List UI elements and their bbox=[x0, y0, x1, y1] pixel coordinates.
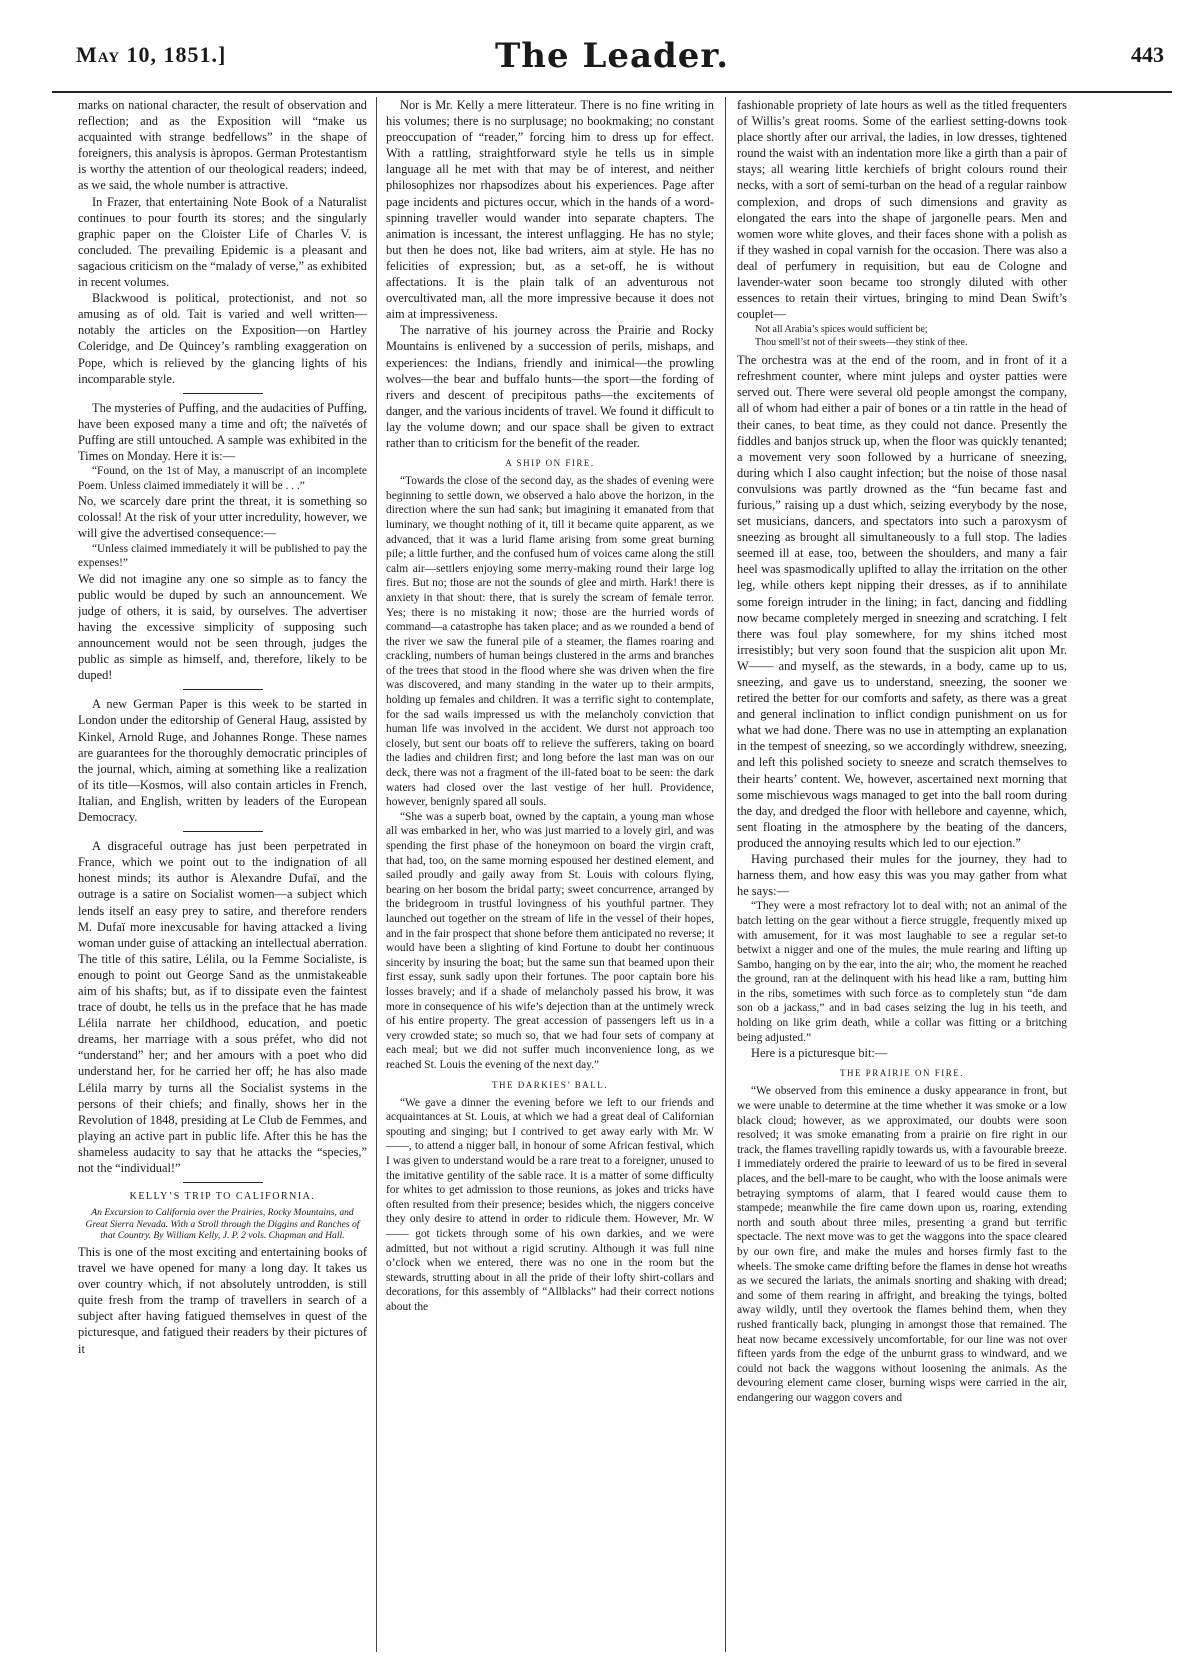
column-divider-2 bbox=[725, 97, 726, 1652]
paragraph: We did not imagine any one so simple as to fancy the public would be duped by such an announcement. We judge of others, it is said, by ourselves. The advertiser having the excessive simplicity of supposing such announcement would not be seen through, judges the public as simple as himself, and, therefore, likely to be duped! bbox=[78, 571, 367, 683]
quotation: “Towards the close of the second day, as the shades of evening were beginning to settle down, we observed a halo above the horizon, in the direction where the sun had sank; but imagining it emanated from that luminary, we thought nothing of it, till it became quite apparent, as we advanced, that it was a lurid flame arising from some great burning pile; a little further, and the confused hum of voices came along the still calm air—settlers enjoying some merry-making round their large log fires. But no; those are not the sounds of glee and mirth. Hark! there is anxiety in that shout: there, that is surely the scream of female terror. Yes; there is no mistaking it now; those are the hurried words of command—a catastrophe has taken place; and as we rounded a bend of the river we saw the funeral pile of a steamer, the flames roaring and crackling, numbers of human beings clustered in the arms and branches of the trees that stood in the flood where she was driven when the fire was discovered, and many standing in the water up to their armpits, holding up females and children. It was a terrific sight to contemplate, for the sad wails impressed us with the melancholy conviction that human life was involved in the accident. We durst not approach too closely, but sent our boats off to relieve the sufferers, taking on board the ladies and children first; and long before the last man was on our deck, there was not a fragment of the ill-fated boat to be seen: the dark waters had closed over the last vestige of her hull. Providence, however, benignly spared all souls. bbox=[386, 475, 714, 809]
verse-line: Thou smell’st not of their sweets—they stink of thee. bbox=[755, 336, 968, 348]
paragraph: The orchestra was at the end of the room, and in front of it a refreshment counter, where mint juleps and oyster patties were served out. There were several old people amongst the company, all of whom had either a pair of bones or a tin rattle in the head of their canes, to beat time, as they could not dance. Presently the fiddles and banjos struck up, when the floor was quickly tenanted; a movement very soon followed by a hurricane of sneezing, during which I also caught infection; but the noise of those nasal convulsions was partly drowned as the “fun became fast and furious,” raising up a dust which, seizing everybody by the nose, set musicians, dancers, and spectators into such a paroxysm of sneezing as brought all simultaneously to a full stop. The ladies seemed ill at ease, too, between the shoulders, and many a fair heel was spasmodically uplifted to allay the irritation on the other leg, while others kept nipping their dresses, as if to annihilate some foreign intruder in the lining; in fact, dancing and fiddling now became completely merged in sneezing and scratching. I felt there was foul play somewhere, for my shins itched most irresistibly; but very soon found that the suspicion alit upon Mr. W—— and myself, as the stewards, in a body, came up to us, sneezing, and gave us to understand, sneezing, the sooner we retired the better for our comforts and safety, as there was a great and general inclination to inflict condign punishment on us for what we had done. There was no use in attempting an explanation in the tempest of sneezing, so we accordingly withdrew, sneezing, and left this polished society to sneeze and scratch themselves to their hearts’ content. We, however, ascertained next morning that some mischievous wags managed to get into the ball room during the day, and dredged the floor with hellebore and cayenne, which, sent floating in the atmosphere by the beating of the dancers, produced the annoying results which led to our ejection.” bbox=[737, 353, 1067, 850]
newspaper-title: The Leader. bbox=[494, 36, 730, 76]
paragraph: No, we scarcely dare print the threat, it is something so colossal! At the risk of your utter incredulity, however, we will give the advertised consequence:— bbox=[78, 494, 367, 541]
page-number: 443 bbox=[1131, 42, 1164, 67]
paragraph: This is one of the most exciting and entertaining books of travel we have opened for many a long day. It takes us over country which, if not absolutely untrodden, is still quite fresh from the tramp of travellers in search of a subject after having fatigued themselves in quest of the picturesque, and fatigued their readers by their pictures of it bbox=[78, 1244, 367, 1356]
paragraph: Having purchased their mules for the journey, they had to harness them, and how easy this was you may gather from what he says:— bbox=[737, 852, 1067, 899]
quotation: “We observed from this eminence a dusky appearance in front, but we were unable to determine at the time whether it was smoke or a low black cloud; however, as we approximated, our doubts were soon resolved; it was smoke emanating from a prairie on fire right in our track, the flames travelling rapidly towards us, with a favourable breeze. I immediately ordered the prairie to leeward of us to be fired in several places, and the bell-mare to be caught, who with the loose animals were betraying symptoms of alarm, that I feared would cause them to stampede; meanwhile the fire came down upon us, roaring, extending north and south about three miles, presenting a grand but terrific spectacle. The next move was to get the waggons into the space cleared by our own fire, and make the mules and horses firmly fast to the wheels. The smoke came drifting before the flames in dense hot wreaths as we secured the lariats, the animals snorting and shaking with dread; and some of them rearing in affright, and breaking the tyings, bolted away wildly, until they overtook the flames behind them, when they rushed frantically back, plunging in amongst those that remained. The heat now became excessively uncomfortable, for our line was not over fifteen yards from the edge of the unburnt grass to windward, and we could not back the waggons without loosening the animals. As the devouring element came closer, burning wisps were carried in the air, endangering our waggon covers and bbox=[737, 1085, 1067, 1404]
paragraph: fashionable propriety of late hours as well as the titled frequenters of Willis’s great rooms. Some of the earliest setting-downs took place shortly after our arrival, the ladies, in low dresses, tightened round the waist with an indentation more like a girth than a pair of stays; all wearing little kerchiefs of bright colours round their necks, with a sort of semi-turban on the head of a regular rainbow complexion, and drops of such dimensions and gravity as elongated the ears into the shape of jargonelle pears. Men and women wore white gloves, and their faces shone with a polish as if they washed in copal varnish for the occasion. There was also a deal of perfumery in requisition, but eau de Cologne and lavender-water soon became too strongly diluted with other essences to retain their virtues, bringing to mind Dean Swift’s couplet— bbox=[737, 98, 1067, 322]
paragraph: The mysteries of Puffing, and the audacities of Puffing, have been exposed many a time and oft; the naïvetés of Puffing are still untouched. A sample was exhibited in the Times on Monday. Here it is:— bbox=[78, 400, 367, 463]
review-heading: KELLY’S TRIP TO CALIFORNIA. bbox=[129, 1191, 316, 1203]
paragraph: A new German Paper is this week to be started in London under the editorship of General Haug, assisted by Kinkel, Arnold Ruge, and Johannes Ronge. These names are guarantees for the thoroughly democratic principles of the journal, which, aiming at something like a realization of its title—Kosmos, will also contain articles in French, Italian, and English, written by leaders of the European Democracy. bbox=[78, 697, 367, 825]
issue-date: May 10, 1851.] bbox=[76, 42, 227, 67]
column-3 bbox=[737, 97, 1067, 1652]
section-separator bbox=[183, 831, 263, 832]
paragraph: A disgraceful outrage has just been perpetrated in France, which we point out to the indignation of all honest minds; its author is Alexandre Dufaï, and the outrage is a satire on Socialist women—a subject which lends itself an easy prey to satire, and therefore renders M. Dufaï more inexcusable for having attacked a living woman under guise of attacking an intellectual aberration. The title of this satire, Lélila, ou la Femme Socialiste, is enough to point out George Sand as the unmistakeable aim of his shafts; but, as if to dissipate even the faintest trace of doubt, he tells us in the preface that he has made Lélila narrate her childhood, education, and poetic dreams, her marriage with a sous préfet, who did not “understand” her; and her amours with a poet who did understand her, for he carried her off; he has also made Lélila marry by turns all the Socialist systems in the persons of their chiefs; and finally, shows her in the Revolution of 1848, presiding at Le Club de Femmes, and playing an active part in public life. After this he has the shameless audacity to say that he attacks the “species,” not the “individual!” bbox=[78, 839, 367, 1175]
section-separator bbox=[183, 689, 263, 690]
verse-line: Not all Arabia’s spices would sufficient be; bbox=[755, 324, 928, 336]
paragraph: The narrative of his journey across the Prairie and Rocky Mountains is enlivened by a succession of perils, mishaps, and experiences: the Indians, friendly and inimical—the prowling wolves—the bear and buffalo hunts—the sport—the fording of rivers and descent of precipitous paths—the excitements of danger, and the various incidents of travel. We found it difficult to lay the volume down; and our space shall be given to extract rather than to criticism for the benefit of the reader. bbox=[386, 323, 714, 450]
masthead bbox=[52, 36, 1172, 86]
paragraph: marks on national character, the result of observation and reflection; and as the Exposition will “make us acquainted with strange bedfellows” in the shape of foreigners, this analysis is àpropos. German Protestantism is worthy the attention of our theological readers; indeed, as we said, the whole number is attractive. bbox=[78, 98, 367, 193]
subheading-prairie-on-fire: THE PRAIRIE ON FIRE. bbox=[840, 1068, 964, 1079]
subheading-darkies-ball: THE DARKIES’ BALL. bbox=[491, 1079, 609, 1090]
column-2 bbox=[386, 97, 714, 1652]
quotation: “Unless claimed immediately it will be published to pay the expenses!” bbox=[78, 542, 367, 570]
quotation: “Found, on the 1st of May, a manuscript of an incomplete Poem. Unless claimed immediately it will be . . .” bbox=[78, 465, 367, 492]
subheading-ship-on-fire: A SHIP ON FIRE. bbox=[505, 458, 595, 469]
masthead-rule bbox=[52, 91, 1172, 93]
column-divider-1 bbox=[376, 97, 377, 1652]
paragraph: In Frazer, that entertaining Note Book of a Naturalist continues to pour fourth its stores; and the singularly graphic paper on the Cloister Life of Charles V. is concluded. The prevailing Epidemic is a pleasant and sagacious criticism on the “malady of verse,” as exhibited in recent volumes. bbox=[78, 194, 367, 290]
book-citation: An Excursion to California over the Prairies, Rocky Mountains, and Great Sierra Nevada. With a Stroll through the Diggins and Ranches of that Country. By William Kelly, J. P. 2 vols. Chapman and Hall. bbox=[85, 1207, 360, 1242]
paragraph: Nor is Mr. Kelly a mere litterateur. There is no fine writing in his volumes; there is no surplusage; no bookmaking; no constant preoccupation of “reader,” forcing him to dress up for effect. With a rattling, straightforward style he tells us in simple language all he met with that may be of interest, and neither philosophizes nor rhapsodizes about his experiences. Page after page incidents and pictures occur, which in the hands of a word-spinning traveller would wander into separate chapters. The animation is incessant, the interest unflagging. He has no style; but then he does not, like bad writers, aim at style. He has no felicities of expression; but, as a set-off, he is without affectations. It is the plain talk of an adventurous not overcultivated man, all the more impressive because it does not aim at impressiveness. bbox=[386, 98, 714, 322]
section-separator bbox=[183, 393, 263, 394]
section-separator bbox=[183, 1182, 263, 1183]
quotation: “She was a superb boat, owned by the captain, a young man whose all was embarked in her, who was just married to a lovely girl, and was spending the first phase of the honeymoon on board the virgin craft, that had, too, on the same morning espoused her destined element, and sailed proudly and gaily away from St. Louis with colours flying, bearing on her bosom the bridal party; sweet concurrence, arranged by the bridegroom in trustful lovingness of his youthful partner. They launched out together on the stream of life in the vessel of their hopes, and in the fair prospect that shone before them anticipated no reverse; it would have been a slighting of kind Fortune to doubt her continuous sincerity by insuring the boat; but the same sun that beamed upon their first essay, sunk sadly upon their fortunes. The poor captain bore his losses bravely; and if a shade of melancholy passed his brow, it was more in consequence of his wife’s dejection than at the untimely wreck of his entire property. The great accession of passengers left us in a very crowded state; so much so, that we had four sets of company at each meal; but we did not suffer much inconvenience long, as we reached St. Louis the evening of the next day.” bbox=[386, 810, 714, 1071]
quotation: “We gave a dinner the evening before we left to our friends and acquaintances at St. Louis, at which we had a great deal of Californian spouting and singing; but I contrived to get away early with Mr. W——, to attend a nigger ball, in honour of some African festival, which I was given to understand would be a rare treat to a foreigner, unused to the imitative gentility of the sable race. It is a matter of some difficulty for whites to get admission to those reunions, as jokes and tricks have often resulted from their presence; besides which, the niggers conceive they only desire to attend in order to ridicule them. However, Mr. W—— got tickets through some of his own darkies, and we were admitted, but not without a rigid scrutiny. Although it was full nine o’clock when we entered, there was no one in the room but the stewards, strutting about in all the pride of their lofty shirt-collars and decorations, for this assembly of “Allblacks” had their correct notions about the bbox=[386, 1096, 714, 1313]
paragraph: Blackwood is political, protectionist, and not so amusing as of old. Tait is varied and well written—notably the articles on the Exposition—on Hartley Coleridge, and De Quincey’s rambling exaggeration on Pope, which is relieved by the glancing lights of his incomparable style. bbox=[78, 291, 367, 386]
verse-couplet bbox=[755, 324, 1067, 349]
quotation: “They were a most refractory lot to deal with; not an animal of the batch letting on the gear without a fierce struggle, frequently mixed up with amusement, for it was most laughable to see a regular set-to betwixt a nigger and one of the mules, the mule rearing and lifting up Sambo, hanging on by the ear, into the air; who, the moment he reached the ground, ran at the delinquent with his head like a ram, butting him in the ribs, sometimes with such force as to completely stun “de dam son ob a jackass,” and in bad cases seizing the lug in his teeth, and holding on like grim death, while a collar was fitting or a britching being adjusted.” bbox=[737, 900, 1067, 1044]
column-1 bbox=[78, 97, 367, 1652]
paragraph: Here is a picturesque bit:— bbox=[751, 1046, 888, 1061]
